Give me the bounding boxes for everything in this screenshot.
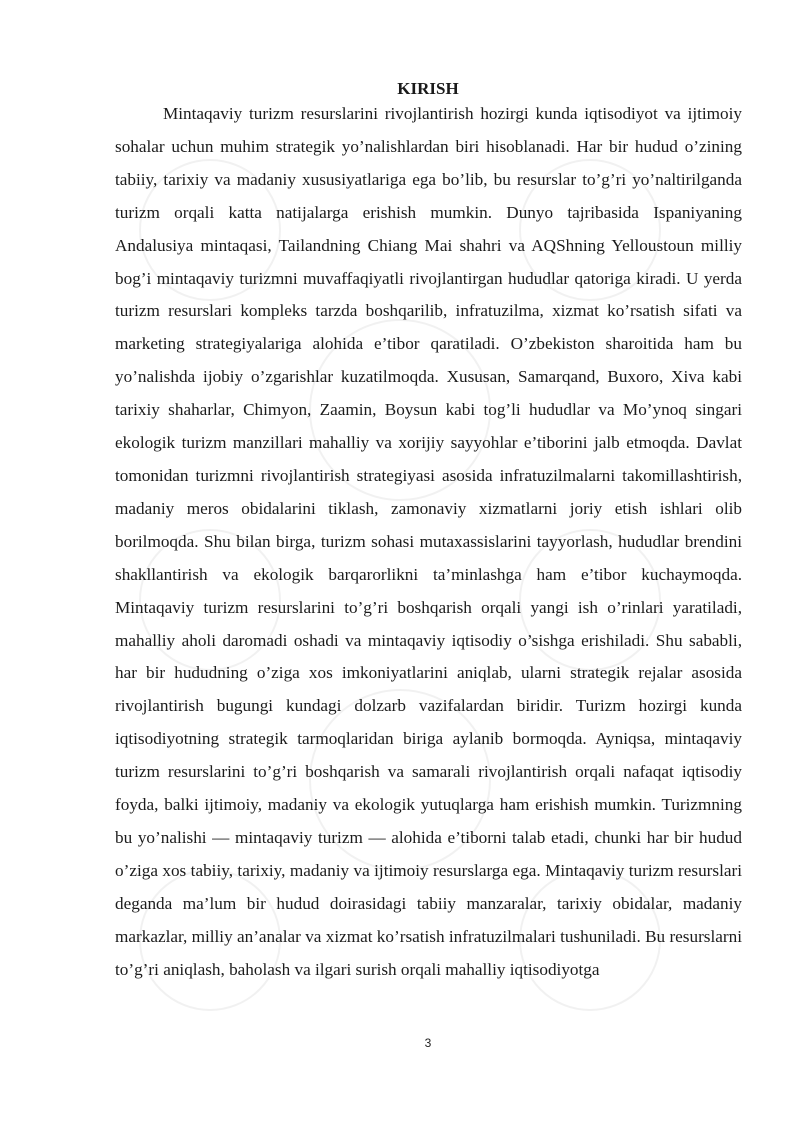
page-title: KIRISH [397,79,459,98]
page-number: 3 [424,1036,432,1050]
body-paragraph: Mintaqaviy turizm resurslarini rivojlantirish hozirgi kunda iqtisodiyot va ijtimoiy sohalar uchun muhim strategik yo’nalishlardan biri hisoblanadi. Har bir hudud o’zining tabiiy, tarixiy va madaniy xususiyatlariga ega bo’lib, bu resurslar to’g’ri yo’naltirilganda turizm orqali katta natijalarga erishish mumkin. Dunyo tajribasida Ispaniyaning Andalusiya mintaqasi, Tailandning Chiang Mai shahri va AQShning Yelloustoun milliy bog’i mintaqaviy turizmni muvaffaqiyatli rivojlantirgan hududlar qatoriga kiradi. U yerda turizm resurslari kompleks tarzda boshqarilib, infratuzilma, xizmat ko’rsatish sifati va marketing strategiyalariga alohida e’tibor qaratiladi. O’zbekiston sharoitida ham bu yo’nalishda ijobiy o’zgarishlar kuzatilmoqda. Xususan, Samarqand, Buxoro, Xiva kabi tarixiy shaharlar, Chimyon, Zaamin, Boysun kabi tog’li hududlar va Mo’ynoq singari ekologik turizm manzillari mahalliy va xorijiy sayyohlar e’tiborini jalb etmoqda. Davlat tomonidan turizmni rivojlantirish strategiyasi asosida infratuzilmalarni takomillashtirish, madaniy meros obidalarini tiklash, zamonaviy xizmatlarni joriy etish ishlari olib borilmoqda. Shu bilan birga, turizm sohasi mutaxassislarini tayyorlash, hududlar brendini shakllantirish va ekologik barqarorlikni ta’minlashga ham e’tibor kuchaymoqda. Mintaqaviy turizm resurslarini to’g’ri boshqarish orqali yangi ish o’rinlari yaratiladi, mahalliy aholi daromadi oshadi va mintaqaviy iqtisodiy o’sishga erishiladi. Shu sababli, har bir hududning o’ziga xos imkoniyatlarini aniqlab, ularni strategik rejalar asosida rivojlantirish bugungi kundagi dolzarb vazifalardan biridir. Turizm hozirgi kunda iqtisodiyotning strategik tarmoqlaridan biriga aylanib bormoqda. Ayniqsa, mintaqaviy turizm resurslarini to’g’ri boshqarish va samarali rivojlantirish orqali nafaqat iqtisodiy foyda, balki ijtimoiy, madaniy va ekologik yutuqlarga ham erishish mumkin. Turizmning bu yo’nalishi — mintaqaviy turizm — alohida e’tiborni talab etadi, chunki har bir hudud o’ziga xos tabiiy, tarixiy, madaniy va ijtimoiy resurslarga ega. Mintaqaviy turizm resurslari deganda ma’lum bir hudud doirasidagi tabiiy manzaralar, tarixiy obidalar, madaniy markazlar, milliy an’analar va xizmat ko’rsatish infratuzilmalari tushuniladi. Bu resurslarni to’g’ri aniqlash, baholash va ilgari surish orqali mahalliy iqtisodiyotga [115,104,742,979]
